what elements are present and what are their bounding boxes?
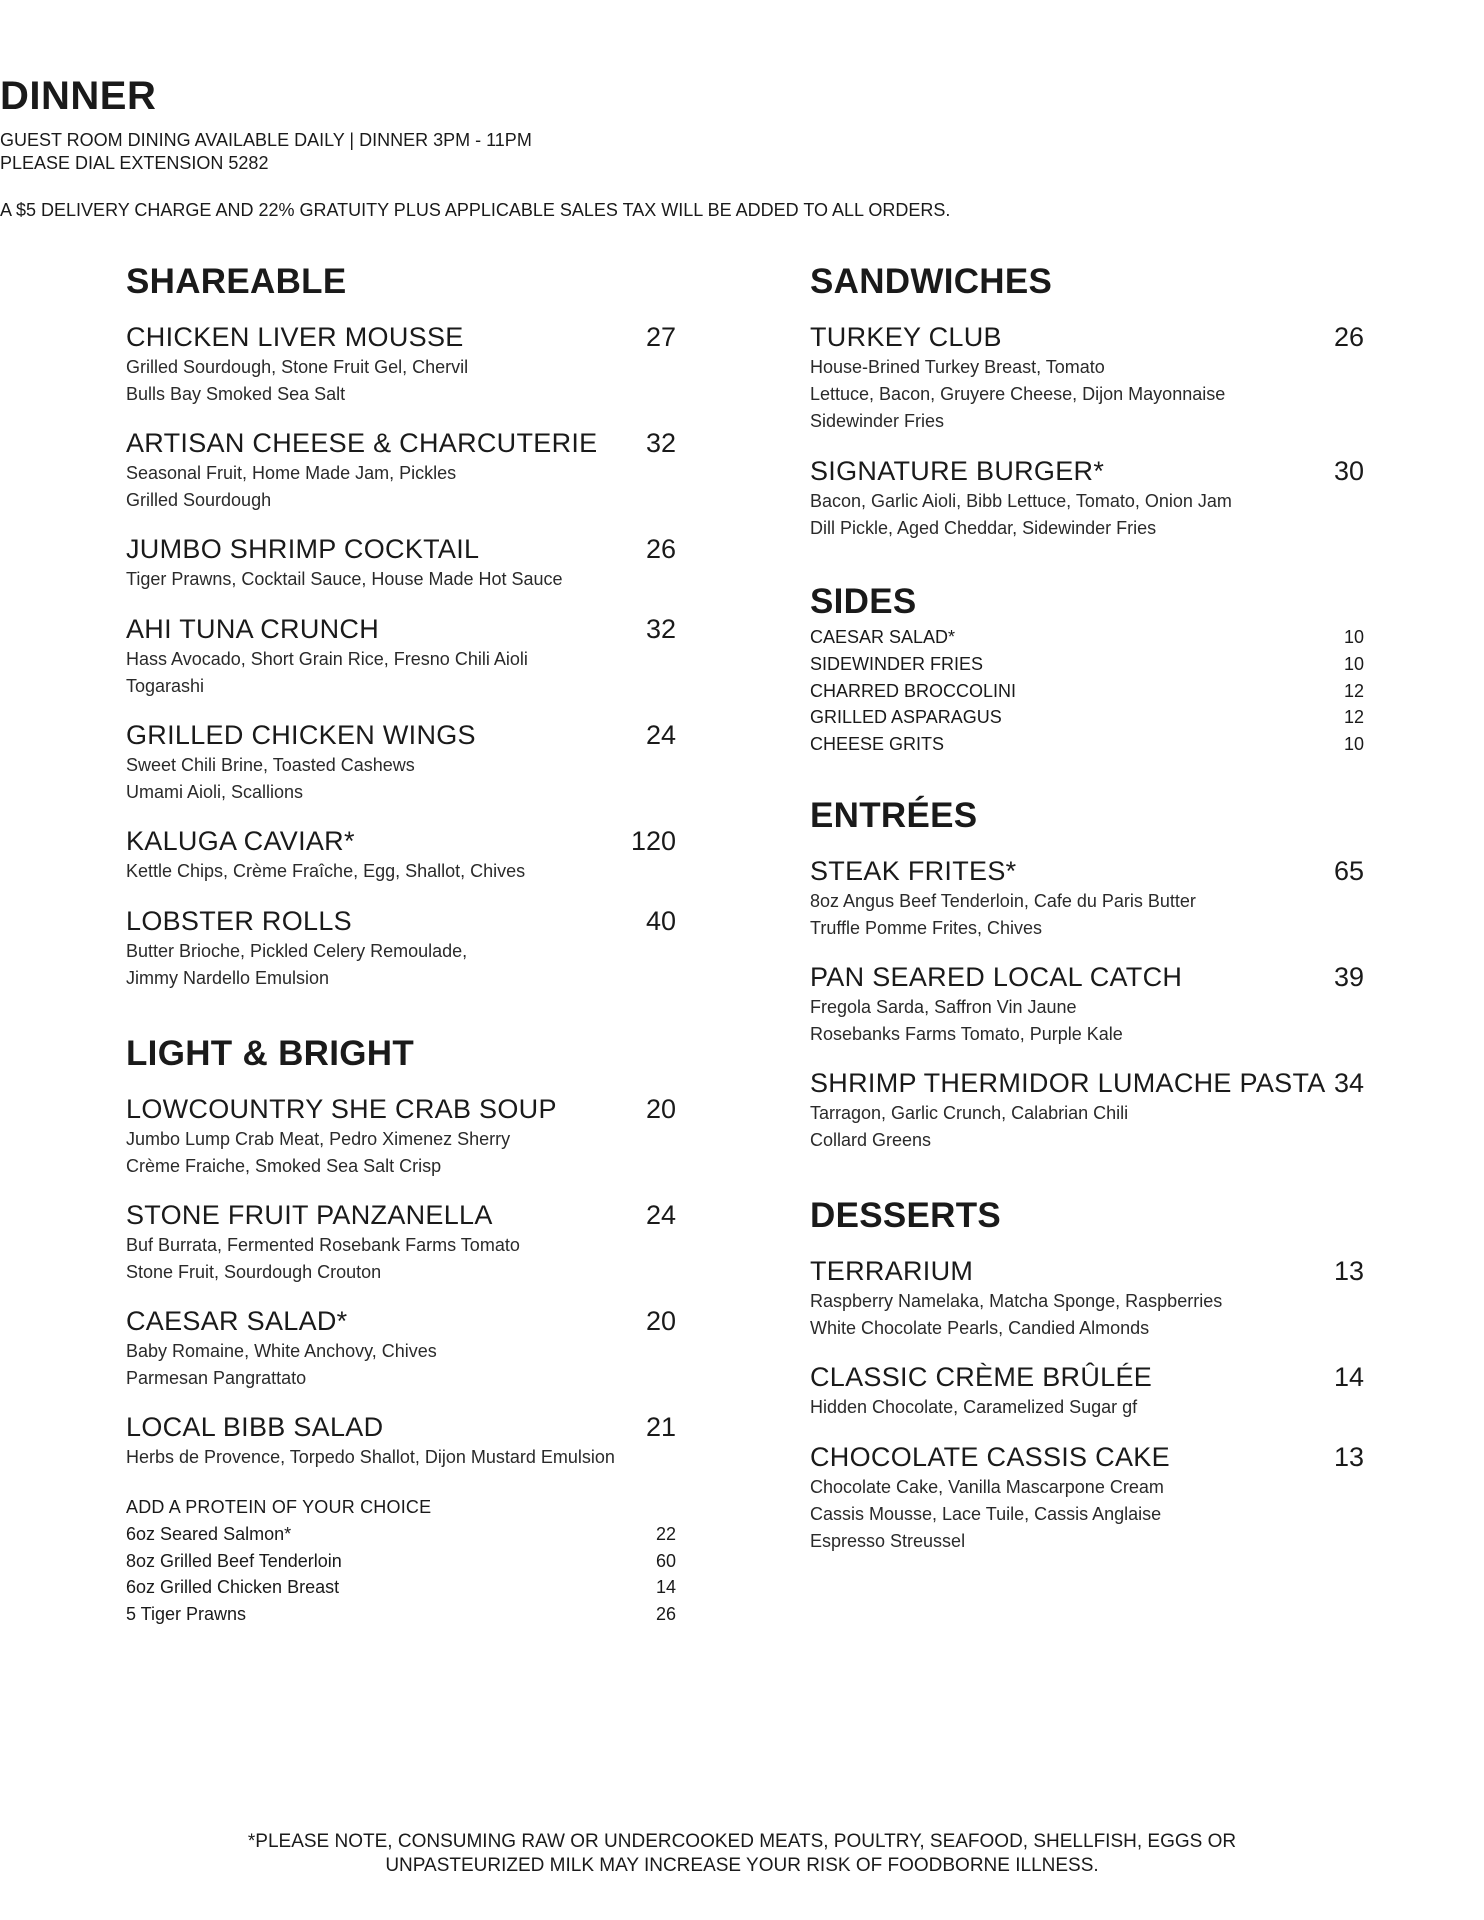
item-name: TURKEY CLUB [810,322,1002,352]
item-desc: Espresso Streussel [810,1531,966,1551]
item-name: STEAK FRITES* [810,856,1017,886]
item-name: CHOCOLATE CASSIS CAKE [810,1442,1170,1472]
menu-item [126,426,676,514]
menu-item [810,1254,1364,1342]
protein-row [126,1521,676,1548]
item-desc: Jumbo Lump Crab Meat, Pedro Ximenez Sherry [126,1129,511,1149]
item-price: 32 [645,428,676,458]
item-price: 120 [630,826,676,856]
protein-heading: ADD A PROTEIN OF YOUR CHOICE [126,1497,432,1517]
item-desc: Crème Fraiche, Smoked Sea Salt Crisp [126,1156,442,1176]
side-name: CAESAR SALAD* [810,627,956,647]
menu-item [810,320,1364,435]
footer-warning-line-2: UNPASTEURIZED MILK MAY INCREASE YOUR RISK OF FOODBORNE ILLNESS. [385,1855,1099,1876]
item-price: 20 [645,1306,676,1336]
side-name: GRILLED ASPARAGUS [810,707,1002,727]
item-desc: Rosebanks Farms Tomato, Purple Kale [810,1024,1123,1044]
item-desc: 8oz Angus Beef Tenderloin, Cafe du Paris Butter [810,891,1196,911]
item-price: 21 [645,1412,676,1442]
item-desc: Truffle Pomme Frites, Chives [810,918,1043,938]
side-name: CHEESE GRITS [810,734,945,754]
item-price: 13 [1333,1442,1364,1472]
menu-item [126,1304,676,1392]
item-desc: Baby Romaine, White Anchovy, Chives [126,1341,437,1361]
side-row [810,731,1364,758]
side-price: 12 [1343,681,1364,701]
menu-item [126,532,676,593]
protein-name: 5 Tiger Prawns [126,1604,247,1624]
item-desc: Butter Brioche, Pickled Celery Remoulade, [126,941,468,961]
item-desc: Fregola Sarda, Saffron Vin Jaune [810,997,1077,1017]
item-desc: Chocolate Cake, Vanilla Mascarpone Cream [810,1477,1164,1497]
menu-item [810,854,1364,942]
section-title-sides: SIDES [810,582,917,621]
item-desc: Tarragon, Garlic Crunch, Calabrian Chili [810,1103,1129,1123]
item-price: 13 [1333,1256,1364,1286]
item-price: 24 [645,1200,676,1230]
side-name: SIDEWINDER FRIES [810,654,984,674]
item-desc: Bacon, Garlic Aioli, Bibb Lettuce, Tomato, Onion Jam [810,491,1232,511]
protein-name: 8oz Grilled Beef Tenderloin [126,1551,342,1571]
menu-item [126,824,676,885]
hours-line: GUEST ROOM DINING AVAILABLE DAILY | DINNER 3PM - 11PM [0,130,532,150]
menu-item [126,612,676,700]
side-price: 12 [1343,707,1364,727]
section-title-entrees: ENTRÉES [810,796,978,835]
item-name: TERRARIUM [810,1256,974,1286]
right-column [810,0,1364,1700]
item-desc: Sweet Chili Brine, Toasted Cashews [126,755,415,775]
protein-row [126,1548,676,1575]
side-row [810,704,1364,731]
menu-item [126,1198,676,1286]
section-title-sandwiches: SANDWICHES [810,262,1053,301]
item-name: JUMBO SHRIMP COCKTAIL [126,534,480,564]
item-price: 24 [645,720,676,750]
item-desc: Grilled Sourdough, Stone Fruit Gel, Chervil [126,357,469,377]
item-desc: Umami Aioli, Scallions [126,782,304,802]
item-desc: Parmesan Pangrattato [126,1368,307,1388]
protein-price: 14 [655,1577,676,1597]
item-desc: Sidewinder Fries [810,411,945,431]
item-desc: Lettuce, Bacon, Gruyere Cheese, Dijon Mayonnaise [810,384,1226,404]
item-desc: Hidden Chocolate, Caramelized Sugar gf [810,1397,1138,1417]
menu-item [810,1440,1364,1555]
side-price: 10 [1343,734,1364,754]
protein-price: 26 [655,1604,676,1624]
menu-item [126,1092,676,1180]
item-desc: Togarashi [126,676,205,696]
item-price: 65 [1333,856,1364,886]
item-name: STONE FRUIT PANZANELLA [126,1200,493,1230]
item-name: AHI TUNA CRUNCH [126,614,380,644]
item-price: 32 [645,614,676,644]
side-name: CHARRED BROCCOLINI [810,681,1017,701]
item-desc: White Chocolate Pearls, Candied Almonds [810,1318,1150,1338]
footer-warning-line-1: *PLEASE NOTE, CONSUMING RAW OR UNDERCOOKED MEATS, POULTRY, SEAFOOD, SHELLFISH, EGGS OR [247,1831,1237,1852]
item-desc: Jimmy Nardello Emulsion [126,968,330,988]
item-desc: Bulls Bay Smoked Sea Salt [126,384,346,404]
item-price: 26 [1333,322,1364,352]
item-price: 20 [645,1094,676,1124]
item-desc: Kettle Chips, Crème Fraîche, Egg, Shallot, Chives [126,861,526,881]
item-name: SHRIMP THERMIDOR LUMACHE PASTA [810,1068,1326,1098]
section-title-light-bright: LIGHT & BRIGHT [126,1034,415,1073]
item-desc: Raspberry Namelaka, Matcha Sponge, Raspberries [810,1291,1223,1311]
item-name: KALUGA CAVIAR* [126,826,355,856]
item-price: 26 [645,534,676,564]
page-title: DINNER [0,74,157,118]
menu-item [810,960,1364,1048]
item-name: PAN SEARED LOCAL CATCH [810,962,1183,992]
item-desc: Stone Fruit, Sourdough Crouton [126,1262,382,1282]
protein-row [126,1601,676,1628]
menu-item [810,1066,1364,1154]
item-desc: Buf Burrata, Fermented Rosebank Farms Tomato [126,1235,520,1255]
menu-item [126,904,676,992]
menu-item [126,718,676,806]
item-name: GRILLED CHICKEN WINGS [126,720,476,750]
extension-line: PLEASE DIAL EXTENSION 5282 [0,153,269,173]
menu-item [126,1410,676,1471]
left-column [126,0,676,1700]
item-name: LOCAL BIBB SALAD [126,1412,384,1442]
protein-row [126,1574,676,1601]
section-title-desserts: DESSERTS [810,1196,1002,1235]
item-desc: Dill Pickle, Aged Cheddar, Sidewinder Fries [810,518,1157,538]
item-name: LOWCOUNTRY SHE CRAB SOUP [126,1094,557,1124]
item-desc: Grilled Sourdough [126,490,272,510]
item-price: 39 [1333,962,1364,992]
item-name: CLASSIC CRÈME BRÛLÉE [810,1362,1153,1392]
side-price: 10 [1343,627,1364,647]
menu-item [810,454,1364,542]
item-desc: Tiger Prawns, Cocktail Sauce, House Made Hot Sauce [126,569,563,589]
item-name: CAESAR SALAD* [126,1306,348,1336]
protein-price: 60 [655,1551,676,1571]
side-price: 10 [1343,654,1364,674]
item-price: 34 [1333,1068,1364,1098]
item-name: SIGNATURE BURGER* [810,456,1105,486]
protein-price: 22 [655,1524,676,1544]
item-desc: Collard Greens [810,1130,932,1150]
side-row [810,678,1364,705]
item-desc: Herbs de Provence, Torpedo Shallot, Dijon Mustard Emulsion [126,1447,615,1467]
item-name: ARTISAN CHEESE & CHARCUTERIE [126,428,598,458]
side-row [810,651,1364,678]
item-desc: House-Brined Turkey Breast, Tomato [810,357,1105,377]
item-desc: Hass Avocado, Short Grain Rice, Fresno Chili Aioli [126,649,528,669]
side-row [810,624,1364,651]
item-desc: Cassis Mousse, Lace Tuile, Cassis Anglaise [810,1504,1162,1524]
menu-item [126,320,676,408]
item-price: 30 [1333,456,1364,486]
item-name: CHICKEN LIVER MOUSSE [126,322,464,352]
item-price: 40 [645,906,676,936]
item-price: 14 [1333,1362,1364,1392]
menu-item [810,1360,1364,1421]
protein-name: 6oz Grilled Chicken Breast [126,1577,340,1597]
delivery-notice: A $5 DELIVERY CHARGE AND 22% GRATUITY PLUS APPLICABLE SALES TAX WILL BE ADDED TO ALL ORDERS. [0,200,951,220]
item-desc: Seasonal Fruit, Home Made Jam, Pickles [126,463,457,483]
item-name: LOBSTER ROLLS [126,906,352,936]
protein-name: 6oz Seared Salmon* [126,1524,292,1544]
section-title-shareable: SHAREABLE [126,262,347,301]
item-price: 27 [645,322,676,352]
